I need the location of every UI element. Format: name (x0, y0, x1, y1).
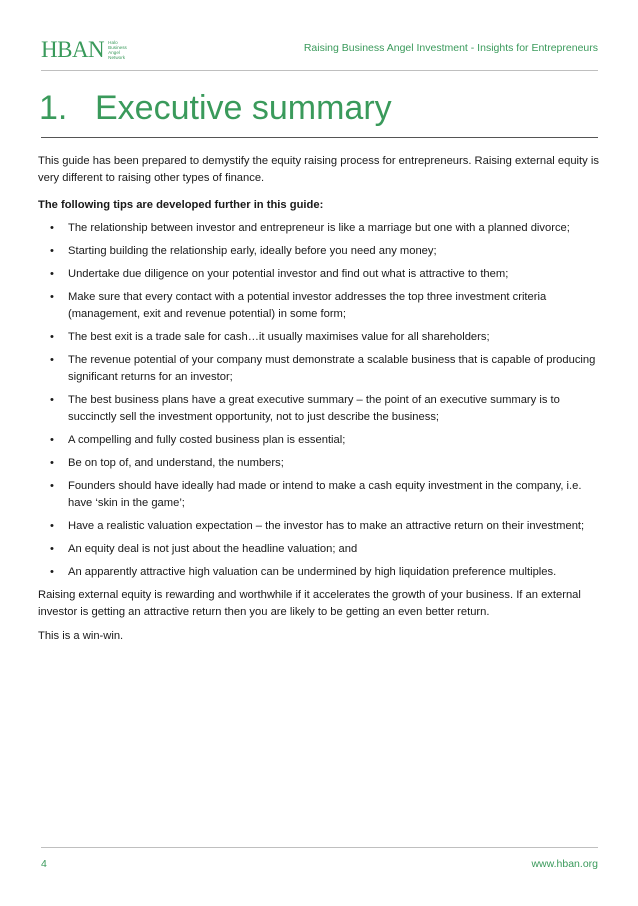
bullet-icon: • (50, 268, 54, 280)
list-item-text: Starting building the relationship early, ideally before you need any money; (68, 245, 437, 257)
list-item (38, 352, 600, 386)
list-item-text: The revenue potential of your company must demonstrate a scalable business that is capable of producing significant returns for an investor; (68, 354, 596, 383)
bullet-icon: • (50, 331, 54, 343)
intro-paragraph: This guide has been prepared to demystify the equity raising process for entrepreneurs. Raising external equity is very different to raising other types of finance. (38, 155, 599, 184)
bullet-icon: • (50, 566, 54, 578)
footer-url[interactable]: www.hban.org (531, 858, 598, 870)
list-item-text: The relationship between investor and entrepreneur is like a marriage but one with a planned divorce; (68, 222, 570, 234)
list-item-text: An apparently attractive high valuation can be undermined by high liquidation preference multiples. (68, 566, 557, 578)
list-item (38, 289, 600, 323)
logo-subtitle-line: Halo (108, 40, 118, 45)
section-number: 1. (39, 89, 68, 127)
bullet-icon: • (50, 245, 54, 257)
list-item-text: Have a realistic valuation expectation – the investor has to make an attractive return on their investment; (68, 520, 585, 532)
list-item-text: The best exit is a trade sale for cash…it usually maximises value for all shareholders; (68, 331, 490, 343)
footer-divider (41, 847, 598, 848)
list-item (38, 478, 600, 512)
list-item-text: An equity deal is not just about the headline valuation; and (68, 543, 358, 555)
logo-subtitle-line: Network (108, 55, 126, 61)
page-number: 4 (41, 858, 47, 870)
running-header: Raising Business Angel Investment - Insights for Entrepreneurs (303, 42, 598, 54)
list-item-text: A compelling and fully costed business plan is essential; (68, 434, 346, 446)
tips-list (38, 220, 600, 581)
list-item-text: The best business plans have a great executive summary – the point of an executive summary is to succinctly sell the investment opportunity, not to just describe the business; (68, 394, 560, 423)
logo-subtitle-line: Angel (108, 50, 120, 56)
bullet-icon: • (50, 480, 54, 492)
logo-subtitle-line: Business (108, 45, 127, 51)
list-item (38, 564, 600, 581)
list-item-text: Be on top of, and understand, the numbers; (68, 457, 284, 469)
closing-paragraph: Raising external equity is rewarding and worthwhile if it accelerates the growth of your business. If an external investor is getting an attractive return then you are likely to be getting an even better return. (38, 589, 581, 618)
tips-heading: The following tips are developed further in this guide: (38, 199, 324, 211)
list-item-text: Founders should have ideally had made or intend to make a cash equity investment in the company, i.e. have ‘skin in the game’; (68, 480, 582, 509)
final-line: This is a win-win. (38, 630, 124, 642)
bullet-icon: • (50, 354, 54, 366)
list-item (38, 220, 600, 237)
list-item (38, 518, 600, 535)
list-item-text: Make sure that every contact with a potential investor addresses the top three investment criteria (management, exit and revenue potential) in some form; (68, 291, 547, 320)
bullet-icon: • (50, 457, 54, 469)
list-item (38, 243, 600, 260)
list-item-text: Undertake due diligence on your potential investor and find out what is attractive to them; (68, 268, 509, 280)
header-divider (41, 70, 598, 71)
bullet-icon: • (50, 394, 54, 406)
list-item (38, 329, 600, 346)
logo-subtitle (108, 40, 127, 60)
section-title-text: Executive summary (95, 89, 392, 127)
title-divider (41, 137, 598, 138)
list-item (38, 392, 600, 426)
bullet-icon: • (50, 520, 54, 532)
list-item (38, 266, 600, 283)
body-content (38, 153, 600, 645)
bullet-icon: • (50, 434, 54, 446)
section-title (39, 86, 392, 130)
bullet-icon: • (50, 291, 54, 303)
list-item (38, 455, 600, 472)
list-item (38, 541, 600, 558)
hban-logo (41, 39, 127, 61)
logo-mark: HBAN (41, 37, 105, 62)
bullet-icon: • (50, 543, 54, 555)
bullet-icon: • (50, 222, 54, 234)
list-item (38, 432, 600, 449)
